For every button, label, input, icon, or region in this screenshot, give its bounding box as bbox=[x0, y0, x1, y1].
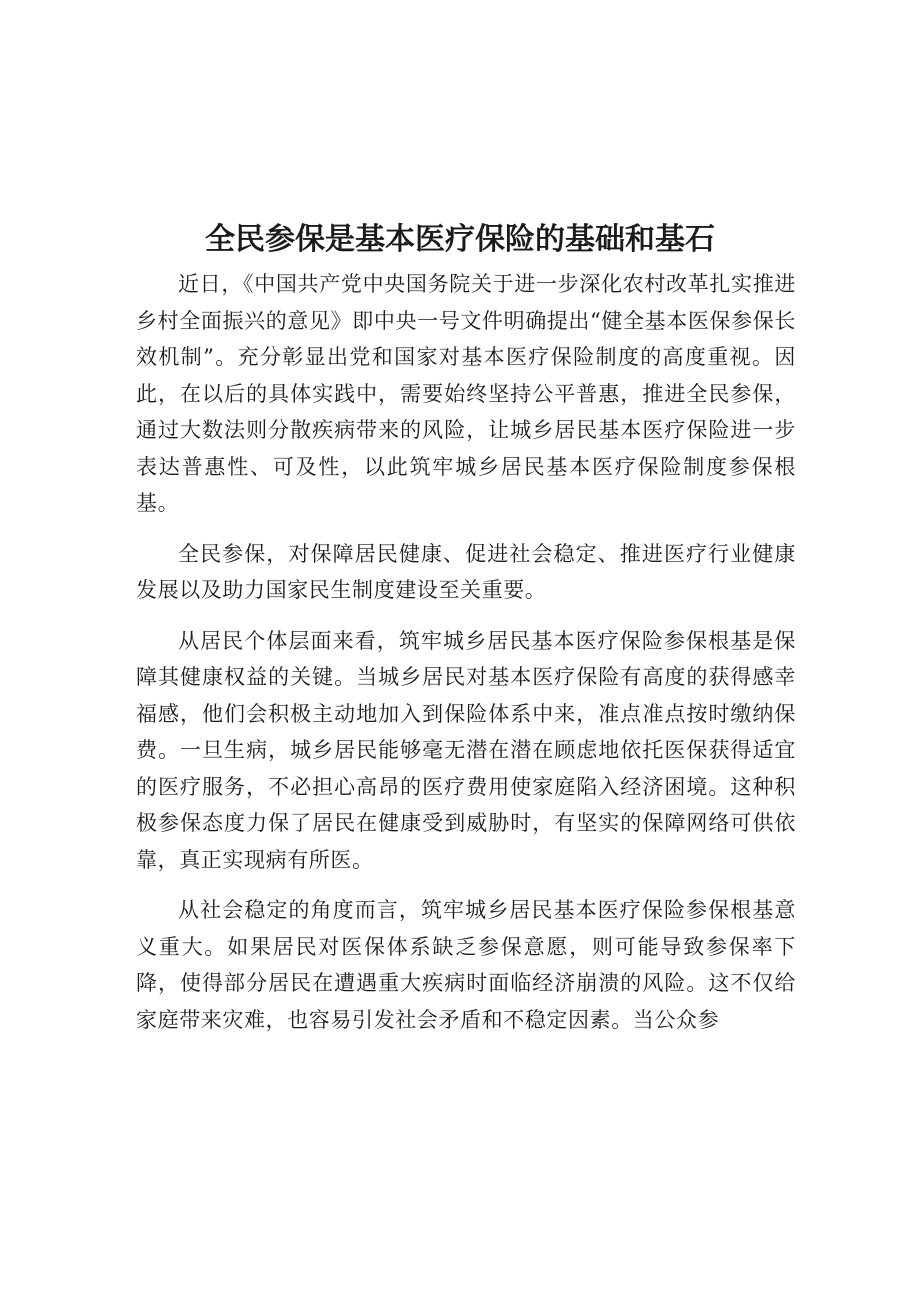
paragraph-1: 近日，《中国共产党中央国务院关于进一步深化农村改革扎实推进乡村全面振兴的意见》即中央一号文件明确提出“健全基本医保参保长效机制”。充分彰显出党和国家对基本医疗保险制度的高度重视。因此，在以后的具体实践中，需要始终坚持公平普惠，推进全民参保，通过大数法则分散疾病带来的风险，让城乡居民基本医疗保险进一步表达普惠性、可及性，以此筑牢城乡居民基本医疗保险制度参保根基。 bbox=[136, 272, 796, 515]
document-title: 全民参保是基本医疗保险的基础和基石 bbox=[205, 222, 715, 257]
document-body bbox=[136, 266, 796, 1052]
paragraph-4: 从社会稳定的角度而言，筑牢城乡居民基本医疗保险参保根基意义重大。如果居民对医保体系缺乏参保意愿，则可能导致参保率下降，使得部分居民在遭遇重大疾病时面临经济崩溃的风险。这不仅给家庭带来灾难，也容易引发社会矛盾和不稳定因素。当公众参 bbox=[136, 898, 796, 1032]
paragraph-2: 全民参保，对保障居民健康、促进社会稳定、推进医疗行业健康发展以及助力国家民生制度建设至关重要。 bbox=[136, 541, 796, 602]
paragraph-3: 从居民个体层面来看，筑牢城乡居民基本医疗保险参保根基是保障其健康权益的关键。当城乡居民对基本医疗保险有高度的获得感幸福感，他们会积极主动地加入到保险体系中来，准点准点按时缴纳保费。一旦生病，城乡居民能够毫无潜在潜在顾虑地依托医保获得适宜的医疗服务，不必担心高昂的医疗费用使家庭陷入经济困境。这种积极参保态度力保了居民在健康受到威胁时，有坚实的保障网络可供依靠，真正实现病有所医。 bbox=[136, 628, 796, 872]
